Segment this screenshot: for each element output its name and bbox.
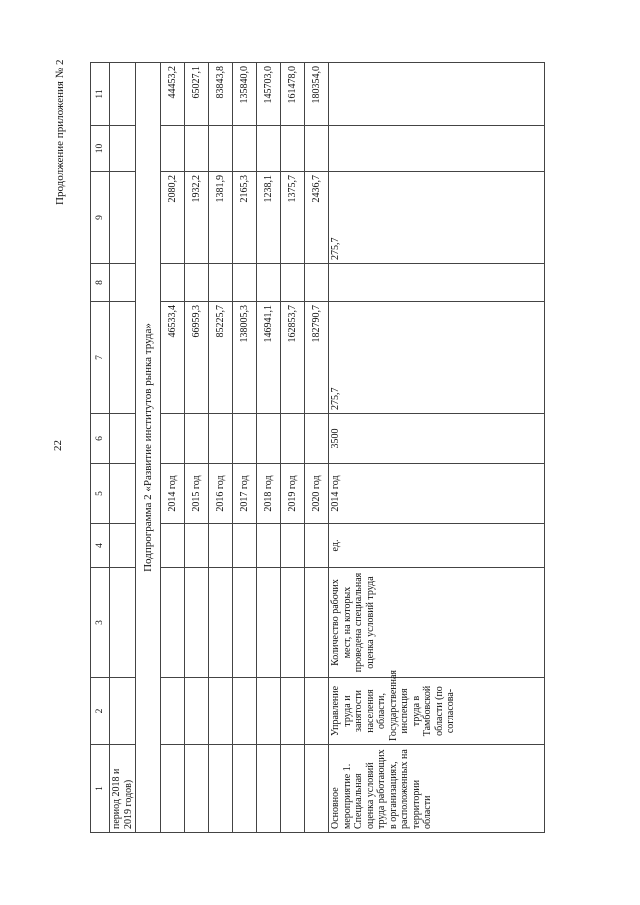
summary-row [233, 63, 257, 833]
extrabudget-cell: 44453,2 [161, 63, 185, 126]
measure-year: 2014 год [329, 464, 545, 524]
period-cell: период 2018 и 2019 годов) [110, 745, 136, 833]
federal-cell: 1932,2 [185, 172, 209, 264]
extrabudget-cell: 145703,0 [257, 63, 281, 126]
column-number-2: 2 [91, 678, 110, 745]
federal-cell: 1381,9 [209, 172, 233, 264]
year-cell: 2015 год [185, 464, 209, 524]
year-cell: 2016 год [209, 464, 233, 524]
total-cell: 138005,3 [233, 302, 257, 414]
measure-target: 3500 [329, 414, 545, 464]
year-cell: 2018 год [257, 464, 281, 524]
federal-cell: 2080,2 [161, 172, 185, 264]
measure-row [329, 63, 545, 833]
measure-executor: Управление труда и занятости населения области, Государственная инспекция труда в Тамбовской области (по согласова- [329, 678, 545, 745]
federal-cell: 2436,7 [305, 172, 329, 264]
total-cell: 182790,7 [305, 302, 329, 414]
column-number-10: 10 [91, 126, 110, 172]
financing-table [90, 62, 545, 833]
column-number-4: 4 [91, 524, 110, 568]
column-number-5: 5 [91, 464, 110, 524]
period-row [110, 63, 136, 833]
page-number: 22 [52, 440, 64, 451]
extrabudget-cell: 180354,0 [305, 63, 329, 126]
federal-cell: 2165,3 [233, 172, 257, 264]
total-cell: 66959,3 [185, 302, 209, 414]
extrabudget-cell: 65027,1 [185, 63, 209, 126]
subprogram-row [136, 63, 161, 833]
column-number-7: 7 [91, 302, 110, 414]
column-number-6: 6 [91, 414, 110, 464]
year-cell: 2017 год [233, 464, 257, 524]
total-cell: 46533,4 [161, 302, 185, 414]
extrabudget-cell: 83843,8 [209, 63, 233, 126]
extrabudget-cell: 135840,0 [233, 63, 257, 126]
measure-total: 275,7 [329, 302, 545, 414]
column-number-8: 8 [91, 264, 110, 302]
column-number-11: 11 [91, 63, 110, 126]
year-cell: 2020 год [305, 464, 329, 524]
summary-row [185, 63, 209, 833]
total-cell: 162853,7 [281, 302, 305, 414]
summary-row [257, 63, 281, 833]
measure-name: Основное мероприятие 1. Специальная оценка условий труда работающих в организациях, расположенных на территории области [329, 745, 545, 833]
total-cell: 146941,1 [257, 302, 281, 414]
summary-row [209, 63, 233, 833]
summary-row [161, 63, 185, 833]
extrabudget-cell: 161478,0 [281, 63, 305, 126]
subprogram-title: Подпрограмма 2 «Развитие институтов рынка труда» [136, 63, 161, 833]
summary-row [305, 63, 329, 833]
column-number-3: 3 [91, 568, 110, 678]
total-cell: 85225,7 [209, 302, 233, 414]
appendix-continuation: Продолжение приложения № 2 [54, 59, 66, 205]
measure-indicator: Количество рабочих мест, на которых проведена специальная оценка условий труда [329, 568, 545, 678]
summary-row [281, 63, 305, 833]
year-cell: 2014 год [161, 464, 185, 524]
federal-cell: 1238,1 [257, 172, 281, 264]
federal-cell: 1375,7 [281, 172, 305, 264]
column-number-9: 9 [91, 172, 110, 264]
measure-unit: ед. [329, 524, 545, 568]
column-number-row [91, 63, 110, 833]
column-number-1: 1 [91, 745, 110, 833]
year-cell: 2019 год [281, 464, 305, 524]
measure-federal: 275,7 [329, 172, 545, 264]
